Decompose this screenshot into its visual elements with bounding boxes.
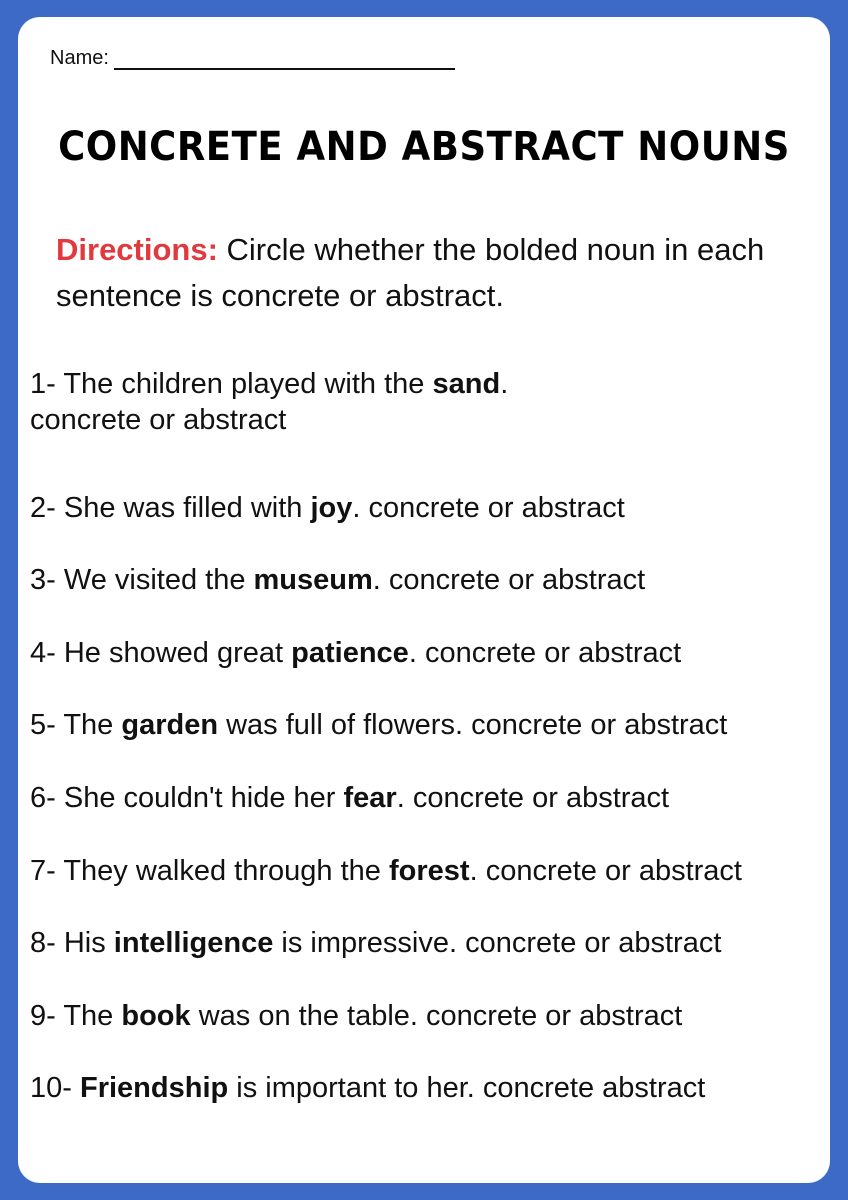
answer-choices[interactable]: concrete or abstract <box>388 564 646 596</box>
bolded-noun: book <box>121 1000 191 1032</box>
answer-choices[interactable]: concrete or abstract <box>368 492 625 524</box>
question-text-before: They walked through the <box>55 855 389 887</box>
answer-choices[interactable]: concrete or abstract <box>412 782 670 814</box>
bolded-noun: patience <box>291 637 409 669</box>
bolded-noun: fear <box>343 782 397 814</box>
question-text-after: is important to her. <box>228 1072 483 1104</box>
answer-choices[interactable]: concrete or abstract <box>426 1000 683 1032</box>
bolded-noun: sand <box>432 368 501 400</box>
worksheet-title: CONCRETE AND ABSTRACT NOUNS <box>58 123 790 170</box>
question-text-after: is impressive. <box>273 927 466 959</box>
answer-choices[interactable]: concrete abstract <box>482 1072 706 1104</box>
question-4 <box>30 635 681 671</box>
question-number: 4- <box>30 637 56 669</box>
answer-choices[interactable]: concrete or abstract <box>485 855 742 887</box>
question-number: 9- <box>30 1000 56 1032</box>
question-text-after: . <box>469 855 486 887</box>
question-1 <box>30 366 508 438</box>
directions-label: Directions: <box>56 232 218 267</box>
question-text-before: The <box>55 1000 122 1032</box>
worksheet-page <box>18 17 830 1183</box>
question-number: 2- <box>30 492 56 524</box>
question-9 <box>30 998 682 1034</box>
question-text-before: The <box>55 709 122 741</box>
question-number: 3- <box>30 564 56 596</box>
question-number: 6- <box>30 782 56 814</box>
question-text-after: . <box>500 368 509 400</box>
bolded-noun: intelligence <box>113 927 274 959</box>
question-text-before <box>72 1072 80 1104</box>
question-text-before: She couldn't hide her <box>55 782 344 814</box>
answer-choices[interactable]: concrete or abstract <box>465 927 722 959</box>
name-blank-line <box>114 48 455 70</box>
question-text-after: was full of flowers. <box>218 709 472 741</box>
answer-choices[interactable]: concrete or abstract <box>424 637 682 669</box>
answer-choices[interactable]: concrete or abstract <box>30 404 287 436</box>
question-text-after: . <box>372 564 389 596</box>
answer-choices[interactable]: concrete or abstract <box>471 709 728 741</box>
question-6 <box>30 780 669 816</box>
bolded-noun: garden <box>121 709 219 741</box>
question-text-after: . <box>408 637 425 669</box>
question-text-before: His <box>55 927 114 959</box>
question-number: 1- <box>30 368 56 400</box>
question-text-after: . <box>352 492 369 524</box>
question-5 <box>30 707 727 743</box>
bolded-noun: joy <box>310 492 353 524</box>
directions-text: Circle whether the bolded noun in each sentence is concrete or abstract. <box>56 232 765 313</box>
bolded-noun: Friendship <box>79 1072 229 1104</box>
question-8 <box>30 925 721 961</box>
question-2 <box>30 490 625 526</box>
question-text-before: He showed great <box>55 637 292 669</box>
question-number: 8- <box>30 927 56 959</box>
question-number: 10- <box>30 1072 72 1104</box>
name-field <box>50 47 455 70</box>
question-text-before: She was filled with <box>55 492 311 524</box>
question-text-before: We visited the <box>55 564 254 596</box>
bolded-noun: forest <box>388 855 470 887</box>
question-text-before: The children played with the <box>55 368 433 400</box>
question-number: 7- <box>30 855 56 887</box>
bolded-noun: museum <box>253 564 373 596</box>
question-text-after: was on the table. <box>190 1000 427 1032</box>
question-10 <box>30 1070 705 1106</box>
question-3 <box>30 562 645 598</box>
name-label: Name: <box>50 47 109 69</box>
directions <box>56 227 776 319</box>
question-text-after: . <box>396 782 413 814</box>
question-7 <box>30 853 742 889</box>
question-number: 5- <box>30 709 56 741</box>
